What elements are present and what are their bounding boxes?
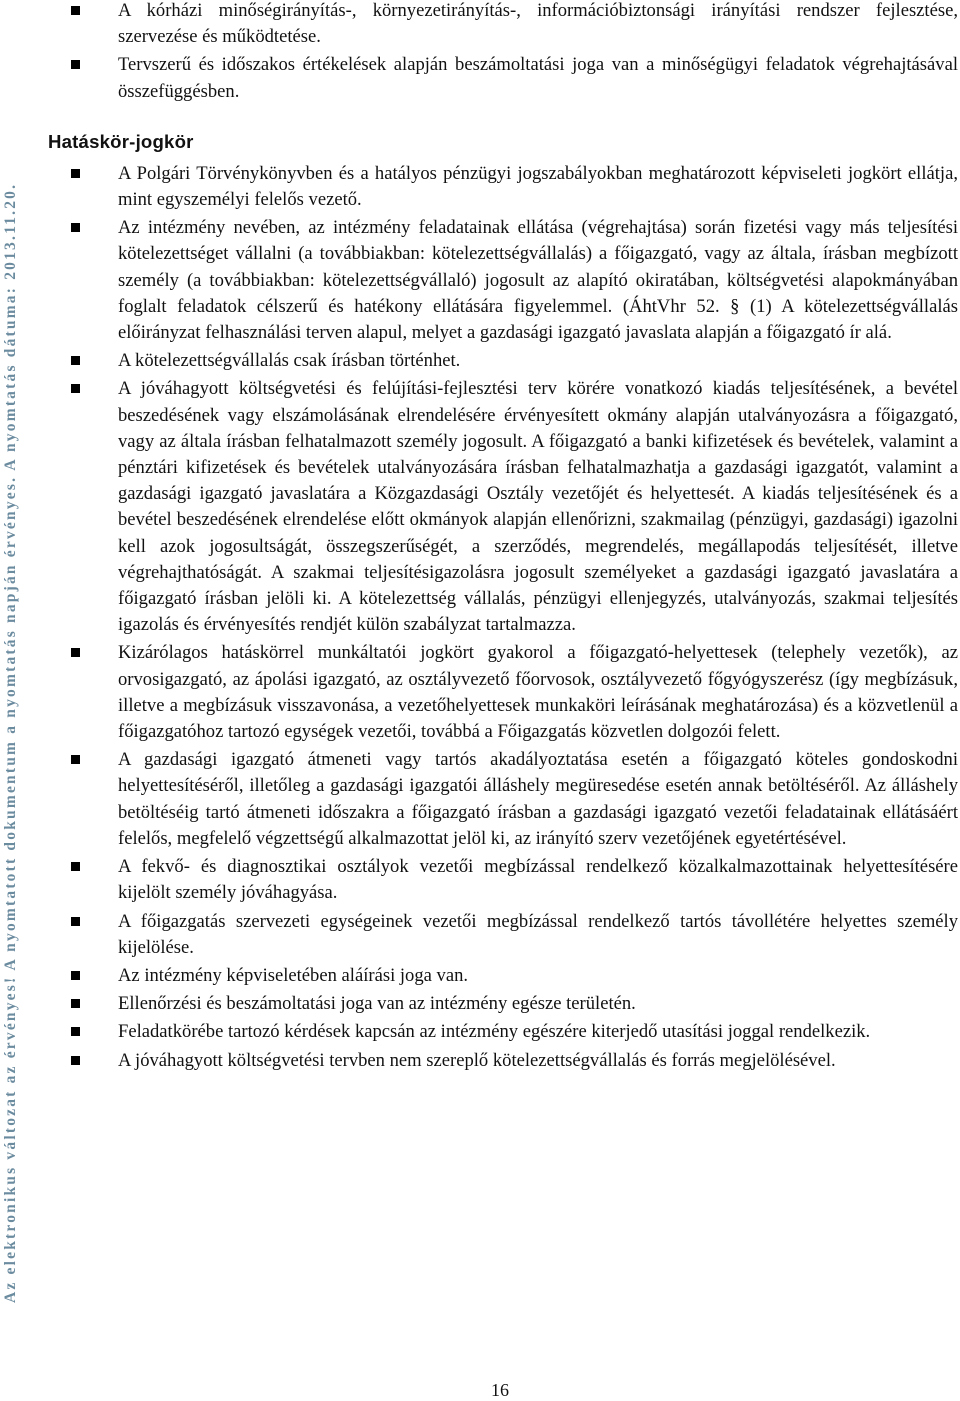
list-item: Feladatkörébe tartozó kérdések kapcsán az intézmény egészére kiterjedő utasítási joggal rendelkezik. [48, 1019, 958, 1045]
square-bullet-icon [71, 971, 80, 980]
list-item: Az intézmény nevében, az intézmény feladatainak ellátása (végrehajtása) során fizetési vagy más teljesítési kötelezettséget vállalni (a továbbiakban: kötelezettségvállalás) a főigazgató, vagy az általa, írásban megbízott személy (a továbbiakban: kötelezettségvállaló) jogosult az alapító okiratában, költségvetési alapokmányában foglalt feladatok célszerű és hatékony ellátására figyelemmel. (ÁhtVhr 52. § (1) A kötelezettségvállalás előirányzat felhasználási terven alapul, melyet a gazdasági igazgató javaslata alapján a főigazgató ír alá. [48, 215, 958, 346]
list-item: A jóváhagyott költségvetési és felújítási-fejlesztési terv körére vonatkozó kiadás teljesítésének, a bevétel beszedésének vagy elszámolásának elrendelésére érvényesített okmány alapján utalványozásra a főigazgató, vagy az általa írásban felhatalmazott személy jogosult. A főigazgató a banki kifizetések és bevételek, valamint a pénztári kifizetések és bevételek utalványozására írásban felhatalmazhatja a gazdasági igazgatót, valamint a gazdasági igazgató javaslatára a Közgazdasági Osztály vezetőjét és helyettesét. A kiadás teljesítésének és a bevétel beszedésének elrendelése előtt okmányok alapján ellenőrizni, szakmailag (pénzügyi, gazdasági) igazolni kell azok jogosultságát, összegszerűségét, a szerződés, megrendelés, megállapodás teljesítését, illetve végrehajthatóságát. A szakmai teljesítésigazolásra jogosult személyeket a gazdasági igazgató javaslatára a főigazgató írásban jelöli ki. A kötelezettség vállalás, pénzügyi ellenjegyzés, utalványozás, szakmai teljesítés igazolás és érvényesítés rendjét külön szabályzat tartalmazza. [48, 376, 958, 638]
list-item: A jóváhagyott költségvetési tervben nem szereplő kötelezettségvállalás és forrás megjelölésével. [48, 1048, 958, 1074]
list-item: Tervszerű és időszakos értékelések alapján beszámoltatási joga van a minőségügyi feladatok végrehajtásával összefüggésben. [48, 52, 958, 104]
side-watermark-note: Az elektronikus változat az érvényes! A nyomtatott dokumentum a nyomtatás napján érvényes. A nyomtatás dátuma: 2013.11.20. [2, 182, 19, 1303]
square-bullet-icon [71, 1027, 80, 1036]
square-bullet-icon [71, 223, 80, 232]
square-bullet-icon [71, 1056, 80, 1065]
square-bullet-icon [71, 384, 80, 393]
list-item: A főigazgatás szervezeti egységeinek vezetői megbízással rendelkező tartós távollétére helyettes személy kijelölése. [48, 909, 958, 961]
square-bullet-icon [71, 755, 80, 764]
square-bullet-icon [71, 356, 80, 365]
authority-bullet-list [48, 161, 958, 1074]
document-body [48, 0, 958, 1076]
list-item: Kizárólagos hatáskörrel munkáltatói jogkört gyakorol a főigazgató-helyettesek (telephely vezetők), az orvosigazgató, az ápolási igazgató, az osztályvezető főorvosok, osztályvezető főgyógyszerész (így megbízásuk, illetve a megbízásuk visszavonása, a vezetőhelyettesek munkaköri leírásának meghatározása) és a közvetlenül a főigazgatóhoz tartozó egységek vezetői, továbbá a Főigazgatás közvetlen dolgozói felett. [48, 640, 958, 745]
square-bullet-icon [71, 862, 80, 871]
list-item: A gazdasági igazgató átmeneti vagy tartós akadályoztatása esetén a főigazgató köteles gondoskodni helyettesítéséről, illetőleg a gazdasági igazgatói álláshely megüresedése esetén annak betöltéséről. Az álláshely betöltéséig tartó átmeneti időszakra a főigazgató írásban a gazdasági igazgató vezetői feladatainak ellátásáért felelős, megfelelő végzettségű alkalmazottat jelöl ki, az irányító szerv vezetőjének egyetértésével. [48, 747, 958, 852]
list-item: A Polgári Törvénykönyvben és a hatályos pénzügyi jogszabályokban meghatározott képviseleti jogkört ellátja, mint egyszemélyi felelős vezető. [48, 161, 958, 213]
intro-bullet-list [48, 0, 958, 105]
square-bullet-icon [71, 917, 80, 926]
list-item: A kórházi minőségirányítás-, környezetirányítás-, információbiztonsági irányítási rendszer fejlesztése, szervezése és működtetése. [48, 0, 958, 50]
list-item: A kötelezettségvállalás csak írásban történhet. [48, 348, 958, 374]
square-bullet-icon [71, 60, 80, 69]
list-item: Az intézmény képviseletében aláírási joga van. [48, 963, 958, 989]
list-item: Ellenőrzési és beszámoltatási joga van az intézmény egésze területén. [48, 991, 958, 1017]
list-item: A fekvő- és diagnosztikai osztályok vezetői megbízással rendelkező közalkalmazottainak helyettesítésére kijelölt személy jóváhagyása. [48, 854, 958, 906]
square-bullet-icon [71, 999, 80, 1008]
square-bullet-icon [71, 6, 80, 15]
square-bullet-icon [71, 169, 80, 178]
page-number: 16 [491, 1380, 509, 1400]
square-bullet-icon [71, 648, 80, 657]
section-heading: Hatáskör-jogkör [48, 130, 194, 152]
